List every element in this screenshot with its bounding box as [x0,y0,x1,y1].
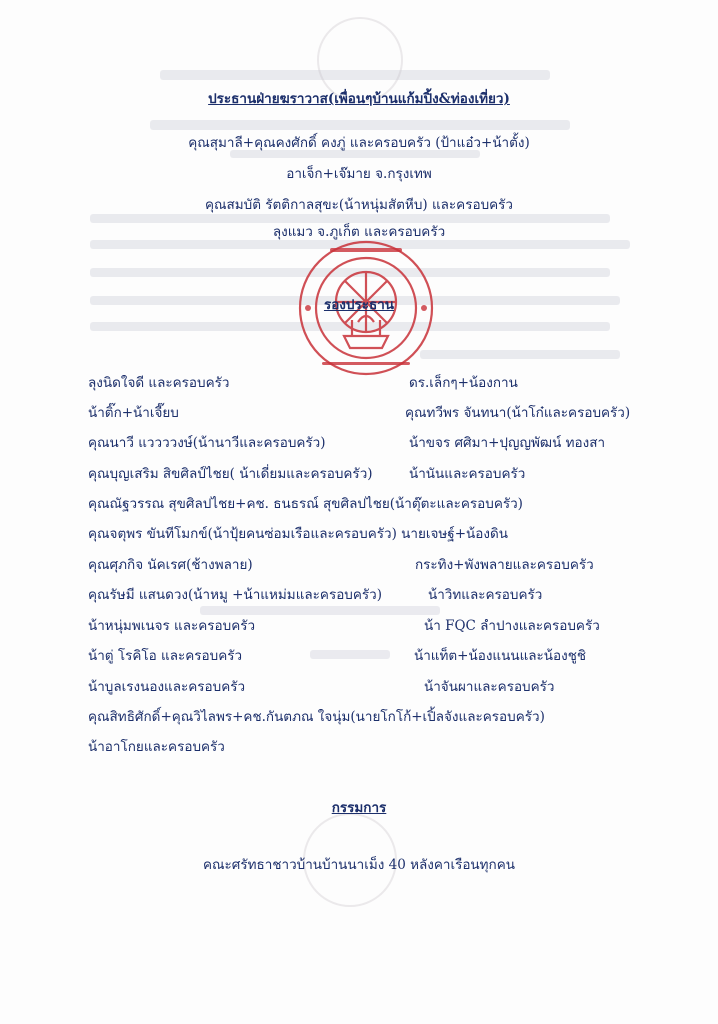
vice-chair-right-name: ดร.เล็กๆ+น้องกาน [409,375,518,391]
vice-chair-right-name: กระทิง+พังพลายและครอบครัว [415,557,594,573]
vice-chair-left-name: คุณศุภกิจ นัคเรศ(ช้างพลาย) [88,557,253,573]
vice-chair-right-name: น้าขจร ศศิมา+ปุญญพัฒน์ ทองสา [409,435,606,451]
vice-chair-right-name: น้าจันผาและครอบครัว [424,679,555,695]
vice-chair-left-name: คุณนาวี แววววงษ์(น้านาวีและครอบครัว) [88,435,326,451]
vice-chair-left-name: น้าติ๊ก+น้าเจี๊ยบ [88,405,179,421]
vice-chair-right-name: น้า FQC ลำปางและครอบครัว [424,618,600,634]
vice-chair-left-name: น้าตู่ โรคิโอ และครอบครัว [88,648,243,664]
chair-line: ลุงแมว จ.ภูเก็ต และครอบครัว [272,224,446,240]
vice-chair-right-name: น้าแท็ต+น้องแนนและน้องชูชิ [414,648,587,664]
vice-chair-left-name: น้าบูลเรงนองและครอบครัว [88,679,246,695]
vice-chair-left-name: ลุงนิดใจดี และครอบครัว [88,375,230,391]
chair-line: อาเจ็ก+เจ๊มาย จ.กรุงเทพ [286,166,432,182]
chair-line: คุณสุมาลี+คุณคงศักดิ์ คงภู่ และครอบครัว (ป้าแอ๋ว+น้าตั้ง) [188,135,530,151]
vice-chair-left-name: คุณณัฐวรรณ สุขศิลปไชย+คช. ธนธรณ์ สุขศิลปไชย(น้าตุ๊ตะและครอบครัว) [88,496,523,512]
vice-chair-right-name: คุณทวีพร จันทนา(น้าโก๋และครอบครัว) [405,405,631,421]
vice-chair-left-name: คุณสิทธิศักดิ์+คุณวิไลพร+คช.กันตภณ ใจนุ่ม(นายโกโก้+เปิ้ลจังและครอบครัว) [88,709,545,725]
committee-heading: กรรมการ [331,800,387,816]
vice-chair-left-name: น้าหนุ่มพเนจร และครอบครัว [88,618,256,634]
chair-line: คุณสมบัติ รัตติกาลสุขะ(น้าหนุ่มสัตหีบ) และครอบครัว [204,197,514,213]
committee-line: คณะศรัทธาชาวบ้านบ้านนาเม็ง 40 หลังคาเรือนทุกคน [202,857,515,873]
vice-chair-right-name: น้านันและครอบครัว [409,466,526,482]
chair-heading: ประธานฝ่ายฆราวาส(เพื่อนๆบ้านแก้มปิ้ง&ท่องเที่ยว) [208,91,510,107]
vice-chair-left-name: คุณจตุพร ขันทีโมกข์(น้าปุ้ยคนซ่อมเรือและครอบครัว) นายเจษฐ์+น้องดิน [88,526,508,542]
vice-chair-left-name: คุณบุญเสริม สิขศิลป์ไชย( น้าเดี่ยมและครอบครัว) [88,466,373,482]
vice-chair-left-name: คุณรัษมี แสนดวง(น้าหมู +น้าแหม่มและครอบครัว) [88,587,383,603]
vice-chair-left-name: น้าอาโกยและครอบครัว [88,739,225,755]
vice-chair-right-name: น้าวิทและครอบครัว [428,587,543,603]
vice-chair-heading: รองประธาน [323,297,395,313]
